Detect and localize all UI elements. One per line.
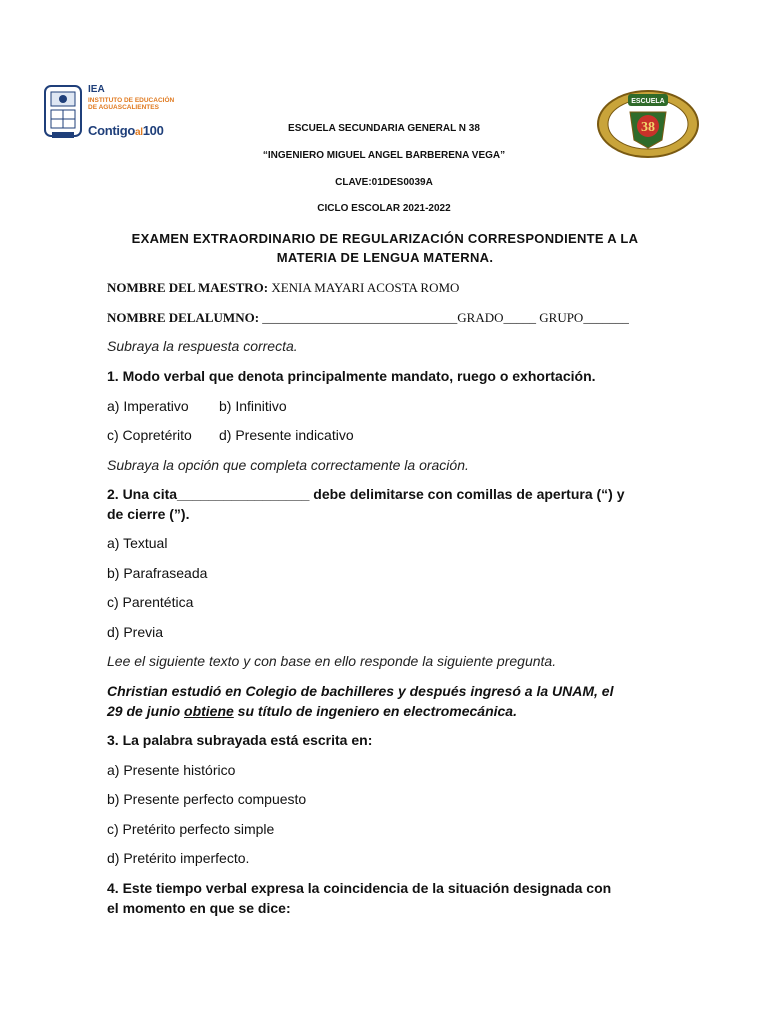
- instruction-1: Subraya la respuesta correcta.: [107, 338, 298, 354]
- teacher-label: NOMBRE DEL MAESTRO:: [107, 280, 269, 295]
- question-2-line-1: 2. Una cita_________________ debe delimitarse con comillas de apertura (“) y: [107, 486, 625, 502]
- option-2c[interactable]: c) Parentética: [107, 594, 194, 610]
- exam-title-line-2: MATERIA DE LENGUA MATERNA.: [276, 250, 494, 265]
- iea-logo: [42, 84, 192, 146]
- question-2: [107, 484, 662, 524]
- option-3b[interactable]: b) Presente perfecto compuesto: [107, 791, 307, 807]
- iea-subtitle: [88, 97, 188, 111]
- school-name: ESCUELA SECUNDARIA GENERAL N 38: [288, 123, 480, 134]
- seal-number: 38: [641, 120, 655, 135]
- iea-subtitle-line-1: INSTITUTO DE EDUCACIÓN: [88, 97, 175, 104]
- question-4-line-1: 4. Este tiempo verbal expresa la coincidencia de la situación designada con: [107, 880, 612, 896]
- question-2-line-2: de cierre (”).: [107, 506, 190, 522]
- student-name-blank[interactable]: ______________________________GRADO_____ GRUPO_______: [262, 310, 629, 325]
- question-4-line-2: el momento en que se dice:: [107, 900, 291, 916]
- school-cycle: CICLO ESCOLAR 2021-2022: [317, 203, 451, 214]
- school-key: CLAVE:01DES0039A: [335, 177, 433, 188]
- slogan-part-a: Contigo: [88, 123, 135, 138]
- option-2b[interactable]: b) Parafraseada: [107, 565, 208, 581]
- option-2d[interactable]: d) Previa: [107, 624, 164, 640]
- option-1d[interactable]: d) Presente indicativo: [219, 427, 354, 443]
- slogan-part-b: al: [135, 127, 143, 138]
- option-1b[interactable]: b) Infinitivo: [219, 398, 287, 414]
- school-seal-icon: [596, 84, 700, 158]
- teacher-name: XENIA MAYARI ACOSTA ROMO: [271, 280, 460, 295]
- passage-text-b: su título de ingeniero en electromecánica.: [233, 703, 517, 719]
- exam-title: [100, 229, 670, 267]
- instruction-2: Subraya la opción que completa correctamente la oración.: [107, 457, 469, 473]
- option-1c[interactable]: c) Copretérito: [107, 427, 192, 443]
- option-2a[interactable]: a) Textual: [107, 535, 168, 551]
- question-1-options-row-1: [107, 398, 662, 414]
- student-label: NOMBRE DELALUMNO:: [107, 310, 260, 325]
- option-3d[interactable]: d) Pretérito imperfecto.: [107, 850, 250, 866]
- question-1-options-row-2: [107, 427, 662, 443]
- option-1a[interactable]: a) Imperativo: [107, 398, 189, 414]
- slogan-part-c: 100: [142, 123, 164, 138]
- question-1: 1. Modo verbal que denota principalmente mandato, ruego o exhortación.: [107, 368, 596, 384]
- iea-subtitle-line-2: DE AGUASCALIENTES: [88, 104, 159, 111]
- seal-top-text: ESCUELA: [631, 98, 665, 105]
- question-4: [107, 878, 662, 918]
- iea-title: IEA: [88, 84, 105, 95]
- student-row: [107, 310, 629, 326]
- underlined-word: obtiene: [184, 703, 234, 719]
- passage-text-a: 29 de junio: [107, 703, 185, 719]
- option-3a[interactable]: a) Presente histórico: [107, 762, 236, 778]
- passage-line-2: [107, 701, 662, 721]
- reading-passage: [107, 681, 662, 721]
- option-3c[interactable]: c) Pretérito perfecto simple: [107, 821, 275, 837]
- question-3: 3. La palabra subrayada está escrita en:: [107, 732, 373, 748]
- school-honoree: “INGENIERO MIGUEL ANGEL BARBERENA VEGA”: [262, 150, 506, 161]
- teacher-row: [107, 280, 459, 296]
- exam-title-line-1: EXAMEN EXTRAORDINARIO DE REGULARIZACIÓN CORRESPONDIENTE A LA: [131, 231, 639, 246]
- instruction-3: Lee el siguiente texto y con base en ello responde la siguiente pregunta.: [107, 653, 557, 669]
- passage-line-1: Christian estudió en Colegio de bachilleres y después ingresó a la UNAM, el: [107, 683, 614, 699]
